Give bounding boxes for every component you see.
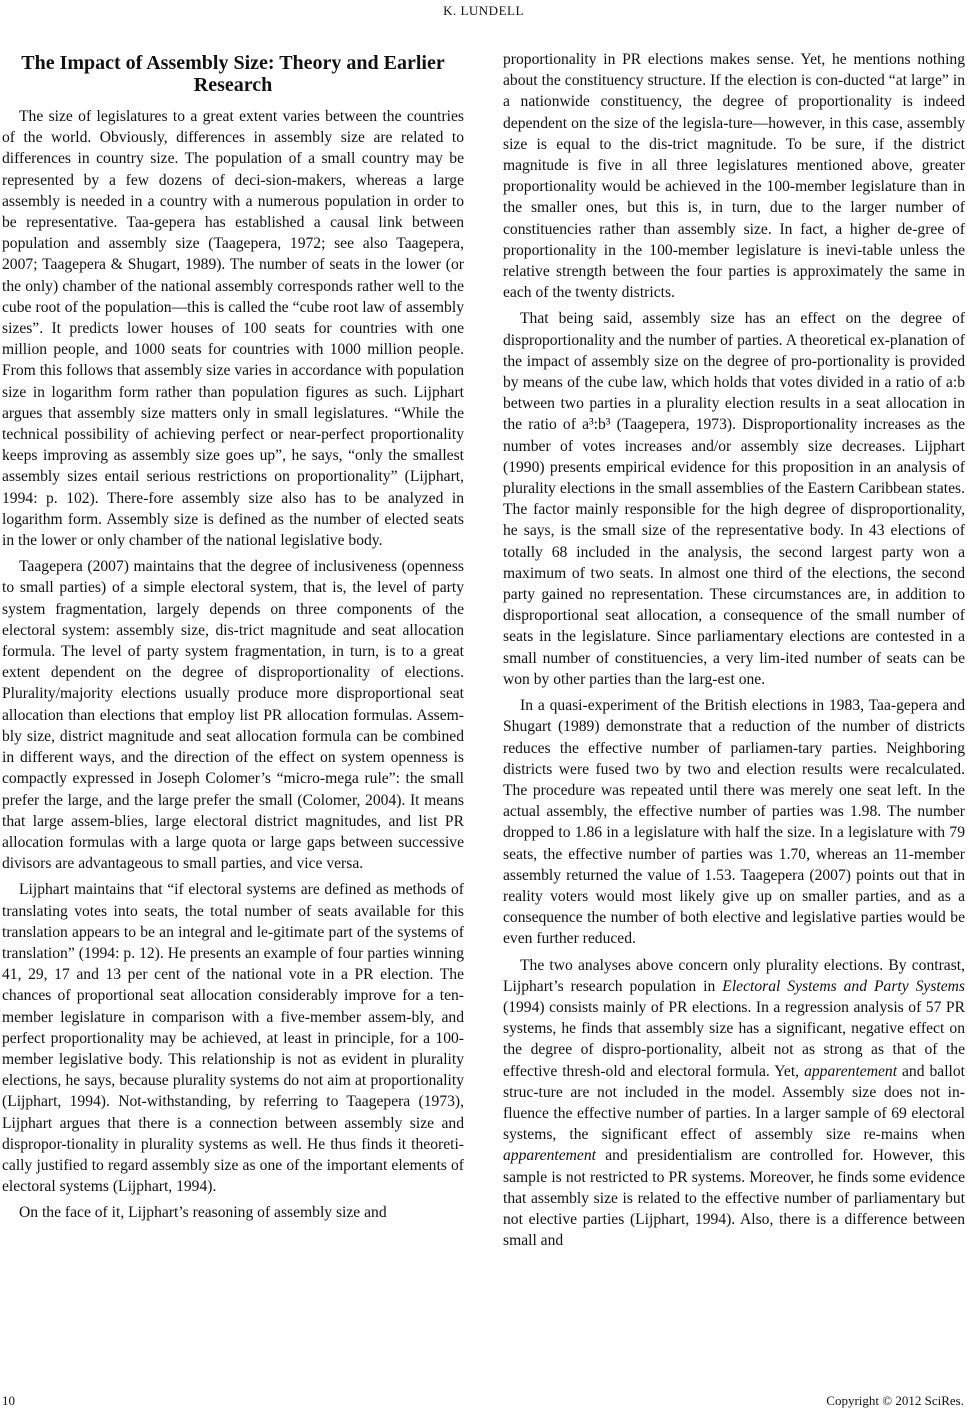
left-column xyxy=(2,44,464,1229)
paragraph: proportionality in PR elections makes sense. Yet, he mentions nothing about the constituency structure. If the election is con-ducted “at large” in a nationwide constituency, the degree of proportionality is indeed dependent on the size of the legisla-ture—however, in this case, assembly size is equal to the dis-trict magnitude. To be sure, if the district magnitude is five in all three legislatures mentioned above, greater proportionality would be achieved in the 100-member legislature than in the smaller ones, but this is, in turn, due to the larger number of constituencies rather than assembly size. In fact, a higher de-gree of proportionality in the 100-member legislature is inevi-table unless the relative strength between the four parties is approximately the same in each of the twenty districts. xyxy=(503,51,965,302)
paragraph: Lijphart maintains that “if electoral systems are defined as methods of translating votes into seats, the total number of seats available for this translation appears to be an integral and le-gitimate part of the systems of translation” (1994: p. 12). He presents an example of four parties winning 41, 29, 17 and 13 per cent of the national vote in a PR election. The chances of proportional seat allocation considerably improve for a ten-member legislature in comparison with a five-member assem-bly, and perfect proportionality may be achieved, at least in principle, for a 100-member legislative body. This relationship is not as evident in plurality elections, he says, because plurality systems do not aim at proportionality (Lijphart, 1994). Not-withstanding, by referring to Taagepera (1973), Lijphart argues that there is a connection between assembly size and dispropor-tionality in plurality systems as well. He thus finds it theoreti-cally justified to regard assembly size as one of the important elements of electoral systems (Lijphart, 1994). xyxy=(2,881,464,1196)
text-run: and ballot struc-ture are not included in the model. Assembly size does not in-fluence the effective number of parties. In a larger sample of 69 electoral systems, the significant effect of assembly size re-mains when xyxy=(503,1062,966,1144)
right-column xyxy=(503,49,965,1256)
page-number: 10 xyxy=(2,1393,15,1408)
book-title: Electoral Systems and Party Systems xyxy=(722,977,965,995)
text-run: (1994) consists mainly of PR elections. In a regression analysis of 57 PR systems, he finds that assembly size has a significant, negative effect on the degree of dispro-portionality, albeit not as strong as that of the effective thresh-old and electoral formula. Yet, xyxy=(503,998,965,1080)
paragraph: On the face of it, Lijphart’s reasoning of assembly size and xyxy=(19,1204,387,1222)
section-title: The Impact of Assembly Size: Theory and Earlier Research xyxy=(21,52,445,96)
paragraph: In a quasi-experiment of the British elections in 1983, Taa-gepera and Shugart (1989) demonstrate that a reduction of the number of districts reduces the effective number of parliamen-tary parties. Neighboring districts were fused two by two and election results were recalculated. The procedure was repeated until there was merely one seat left. In the actual assembly, the effective number of parties was 1.98. The number dropped to 1.86 in a legislature with half the size. In a legislature with 79 seats, the effective number of parties was 1.70, whereas an 11-member assembly returned the value of 1.53. Taagepera (2007) points out that in reality voters would most likely give up on smaller parties, and as a consequence the number of both elective and legislative parties would be even further reduced. xyxy=(503,697,965,948)
italic-term: apparentement xyxy=(804,1062,898,1080)
text-run: and presidentialism are controlled for. However, this sample is not restricted to PR systems. Moreover, he finds some evidence that assembly size is related to the effective number of parliamentary but not elective parties (Lijphart, 1994). Also, there is a difference between small and xyxy=(503,1147,965,1250)
paragraph: That being said, assembly size has an effect on the degree of disproportionality and the number of parties. A theoretical ex-planation of the impact of assembly size on the degree of pro-portionality is provided by means of the cube law, which holds that votes divided in a ratio of a:b between two parties in a plurality election results in a seat allocation in the ratio of a³:b³ (Taagepera, 1973). Disproportionality increases as the number of votes increases and/or assembly size decreases. Lijphart (1990) presents empirical evidence for this proposition in an analysis of plurality elections in the small assemblies of the Eastern Caribbean states. The factor mainly responsible for the high degree of disproportionality, he says, is the small size of the representative body. In 43 elections of totally 68 included in the analysis, the second largest party won a maximum of two seats. In almost one third of the elections, the second party gained no representation. These circumstances are, in addition to disproportional seat allocation, a consequence of the small number of seats in the legislature. Since parliamentary elections are contested in a small number of constituencies, a very lim-ited number of seats can be won by other parties than the larg-est one. xyxy=(503,310,965,688)
paragraph: The size of legislatures to a great extent varies between the countries of the world. Obviously, differences in assembly size are related to differences in country size. The population of a small country may be represented by a few dozens of deci-sion-makers, whereas a large assembly is needed in a country with a numerous population in order to be representative. Taa-gepera has established a causal link between population and assembly size (Taagepera, 1972; see also Taagepera, 2007; Taagepera & Shugart, 1989). The number of seats in the lower (or the only) chamber of the national assembly corresponds rather well to the cube root of the population—this is called the “cube root law of assembly sizes”. It predicts lower houses of 100 seats for countries with one million people, and 1000 seats for countries with 1000 million people. From this follows that assembly size varies in accordance with population size in logarithm form rather than population figures as such. Lijphart argues that assembly size matters only in small legislatures. “While the technical possibility of achieving perfect or near-perfect proportionality keeps improving as assembly size goes up”, he says, “only the smallest assembly sizes entail serious restrictions on proportionality” (Lijphart, 1994: p. 102). There-fore assembly size also has to be analyzed in logarithm form. Assembly size is defined as the number of elected seats in the lower or only chamber of the national legislative body. xyxy=(2,108,464,550)
running-head: K. LUNDELL xyxy=(443,3,524,18)
paragraph xyxy=(503,955,965,1252)
text-run: The two analyses above concern only plurality elections. By contrast, Lijphart’s research population in xyxy=(503,956,965,995)
paragraph: Taagepera (2007) maintains that the degree of inclusiveness (openness to small parties) of a simple electoral system, that is, the level of party system fragmentation, largely depends on three components of the electoral system: assembly size, dis-trict magnitude and seat allocation formula. The level of party system fragmentation, in turn, is to a great extent dependent on the degree of disproportionality of elections. Plurality/majority elections usually produce more disproportional seat allocation than elections that employ list PR allocation formulas. Assem-bly size, district magnitude and seat allocation formula can be combined in different ways, and the direction of the effect on system openness is compactly expressed in Joseph Colomer’s “micro-mega rule”: the small prefer the large, and the large prefer the small (Colomer, 2004). It means that large assem-blies, large electoral district magnitudes, and list PR allocation formulas with a large quota or large gaps between successive divisors are advantageous to small parties, and vice versa. xyxy=(2,558,464,873)
copyright-notice: Copyright © 2012 SciRes. xyxy=(826,1393,964,1408)
italic-term: apparentement xyxy=(503,1147,596,1165)
